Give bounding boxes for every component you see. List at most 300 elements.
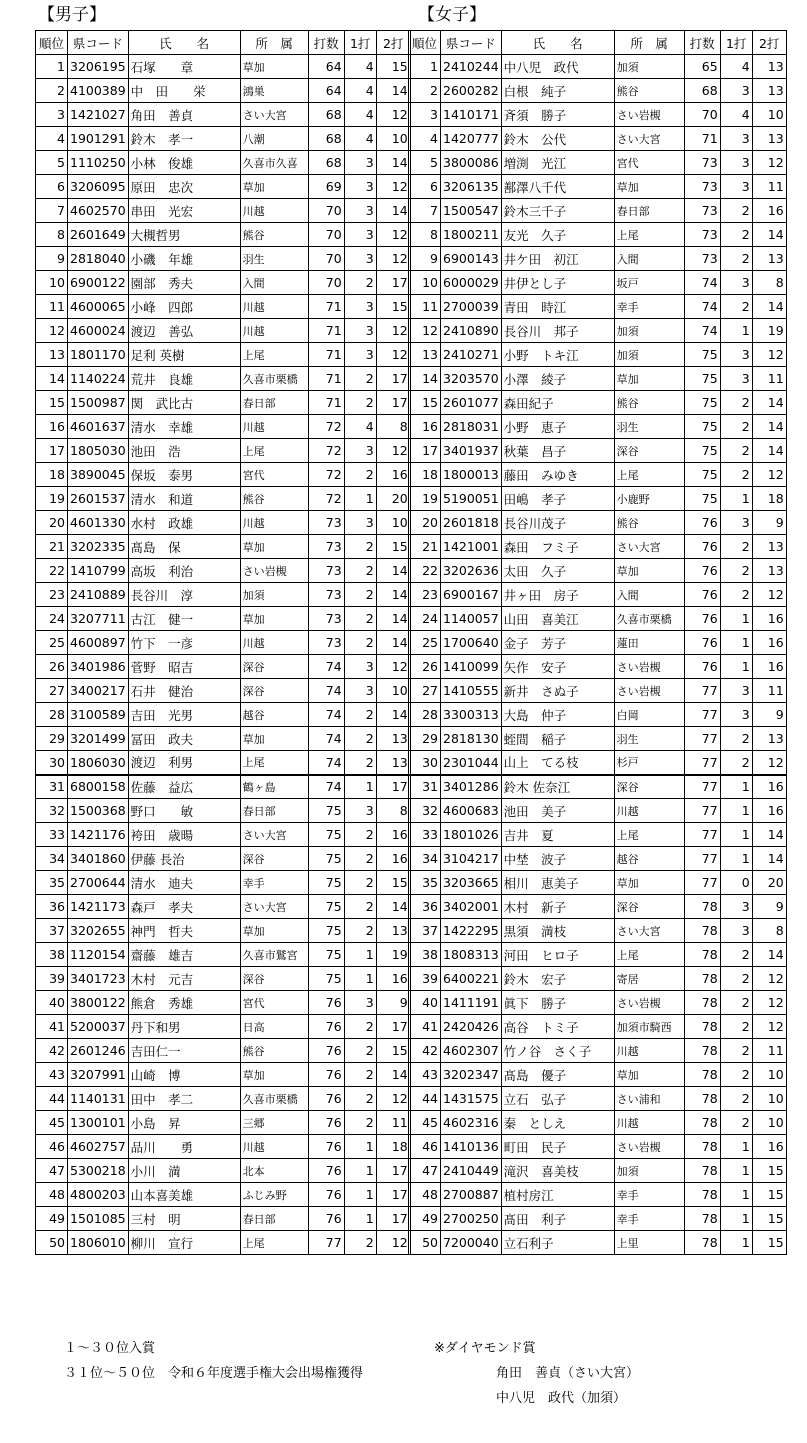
cell-second-shot: 12 — [752, 343, 786, 367]
table-row — [36, 967, 411, 991]
cell-name: 植村房江 — [501, 1183, 614, 1207]
cell-first-shot: 2 — [720, 559, 752, 583]
cell-affiliation: 草加 — [614, 559, 684, 583]
cell-name: 吉田仁一 — [128, 1039, 240, 1063]
cell-rank: 40 — [36, 991, 68, 1015]
cell-score: 68 — [308, 127, 344, 151]
cell-code: 4601330 — [68, 511, 129, 535]
cell-code: 2301044 — [441, 751, 502, 775]
cell-second-shot: 12 — [376, 343, 410, 367]
cell-code: 1500547 — [441, 199, 502, 223]
cell-name: 大島 仲子 — [501, 703, 614, 727]
cell-code: 4601637 — [68, 415, 129, 439]
cell-code: 2818130 — [441, 727, 502, 751]
cell-rank: 23 — [409, 583, 441, 607]
table-row — [36, 175, 411, 199]
cell-name: 長谷川 邦子 — [501, 319, 614, 343]
cell-code: 3401937 — [441, 439, 502, 463]
cell-first-shot: 3 — [720, 367, 752, 391]
table-row — [409, 631, 787, 655]
cell-name: 清水 和道 — [128, 487, 240, 511]
cell-rank: 32 — [36, 799, 68, 823]
cell-code: 4602570 — [68, 199, 129, 223]
cell-code: 1806030 — [68, 751, 129, 775]
cell-name: 石塚 章 — [128, 55, 240, 79]
cell-rank: 8 — [409, 223, 441, 247]
cell-affiliation: 深谷 — [240, 655, 308, 679]
cell-first-shot: 2 — [720, 463, 752, 487]
cell-affiliation: 加須 — [614, 319, 684, 343]
cell-name: 長谷川茂子 — [501, 511, 614, 535]
cell-rank: 21 — [36, 535, 68, 559]
table-row — [36, 631, 411, 655]
cell-name: 山本喜美雄 — [128, 1183, 240, 1207]
cell-name: 中八児 政代 — [501, 55, 614, 79]
cell-score: 75 — [308, 943, 344, 967]
cell-second-shot: 12 — [376, 439, 410, 463]
cell-affiliation: 羽生 — [614, 415, 684, 439]
cell-affiliation: 入間 — [614, 247, 684, 271]
header-name: 氏 名 — [128, 31, 240, 55]
cell-code: 3300313 — [441, 703, 502, 727]
cell-rank: 8 — [36, 223, 68, 247]
cell-first-shot: 1 — [720, 1159, 752, 1183]
cell-code: 3400217 — [68, 679, 129, 703]
cell-affiliation: 入間 — [240, 271, 308, 295]
table-row — [36, 439, 411, 463]
table-row — [36, 1015, 411, 1039]
cell-score: 76 — [308, 1111, 344, 1135]
cell-first-shot: 1 — [344, 967, 376, 991]
table-row — [36, 751, 411, 775]
cell-first-shot: 2 — [344, 367, 376, 391]
header-score: 打数 — [684, 31, 720, 55]
cell-rank: 14 — [36, 367, 68, 391]
cell-rank: 43 — [409, 1063, 441, 1087]
cell-score: 76 — [684, 583, 720, 607]
cell-affiliation: 白岡 — [614, 703, 684, 727]
cell-rank: 26 — [409, 655, 441, 679]
cell-score: 78 — [684, 943, 720, 967]
cell-score: 73 — [684, 199, 720, 223]
cell-code: 2700644 — [68, 871, 129, 895]
table-row — [36, 559, 411, 583]
cell-second-shot: 18 — [752, 487, 786, 511]
cell-first-shot: 2 — [344, 1111, 376, 1135]
table-row — [36, 1183, 411, 1207]
cell-first-shot: 2 — [720, 439, 752, 463]
cell-rank: 4 — [409, 127, 441, 151]
cell-first-shot: 2 — [344, 583, 376, 607]
cell-code: 3207991 — [68, 1063, 129, 1087]
cell-rank: 1 — [36, 55, 68, 79]
cell-code: 1901291 — [68, 127, 129, 151]
cell-first-shot: 1 — [720, 847, 752, 871]
cell-affiliation: 熊谷 — [614, 79, 684, 103]
cell-rank: 21 — [409, 535, 441, 559]
cell-code: 4600897 — [68, 631, 129, 655]
header-first: 1打 — [344, 31, 376, 55]
cell-name: 小澤 綾子 — [501, 367, 614, 391]
cell-name: 斉須 勝子 — [501, 103, 614, 127]
cell-affiliation: 熊谷 — [240, 487, 308, 511]
cell-affiliation: 川越 — [240, 511, 308, 535]
cell-first-shot: 1 — [344, 1135, 376, 1159]
cell-affiliation: さい大宮 — [240, 103, 308, 127]
cell-score: 73 — [308, 607, 344, 631]
cell-score: 77 — [684, 823, 720, 847]
cell-score: 77 — [684, 775, 720, 799]
cell-code: 3402001 — [441, 895, 502, 919]
cell-rank: 50 — [409, 1231, 441, 1255]
cell-first-shot: 2 — [344, 607, 376, 631]
cell-name: 鈴木三千子 — [501, 199, 614, 223]
cell-affiliation: 羽生 — [240, 247, 308, 271]
cell-first-shot: 2 — [344, 919, 376, 943]
cell-code: 4800203 — [68, 1183, 129, 1207]
cell-code: 1801026 — [441, 823, 502, 847]
cell-affiliation: さい岩槻 — [614, 679, 684, 703]
cell-first-shot: 1 — [344, 487, 376, 511]
cell-first-shot: 3 — [344, 247, 376, 271]
cell-code: 1800013 — [441, 463, 502, 487]
cell-code: 1421027 — [68, 103, 129, 127]
cell-code: 1501085 — [68, 1207, 129, 1231]
cell-code: 3206095 — [68, 175, 129, 199]
table-row — [36, 151, 411, 175]
cell-affiliation: 小鹿野 — [614, 487, 684, 511]
cell-first-shot: 3 — [720, 271, 752, 295]
cell-name: 田嶋 孝子 — [501, 487, 614, 511]
cell-score: 76 — [308, 1159, 344, 1183]
cell-rank: 15 — [36, 391, 68, 415]
cell-second-shot: 9 — [752, 511, 786, 535]
cell-name: 小野 恵子 — [501, 415, 614, 439]
cell-rank: 27 — [36, 679, 68, 703]
cell-rank: 33 — [409, 823, 441, 847]
table-row — [409, 223, 787, 247]
cell-second-shot: 18 — [376, 1135, 410, 1159]
table-row — [409, 415, 787, 439]
cell-second-shot: 12 — [376, 1087, 410, 1111]
cell-name: 森田 フミ子 — [501, 535, 614, 559]
cell-code: 2818040 — [68, 247, 129, 271]
cell-rank: 45 — [36, 1111, 68, 1135]
cell-first-shot: 2 — [344, 535, 376, 559]
cell-affiliation: 草加 — [240, 607, 308, 631]
table-row — [36, 871, 411, 895]
cell-name: 高谷 トミ子 — [501, 1015, 614, 1039]
cell-affiliation: 鴻巣 — [240, 79, 308, 103]
cell-code: 1140224 — [68, 367, 129, 391]
cell-first-shot: 1 — [720, 775, 752, 799]
cell-affiliation: 川越 — [614, 1039, 684, 1063]
cell-affiliation: 上尾 — [614, 823, 684, 847]
cell-second-shot: 14 — [376, 631, 410, 655]
cell-second-shot: 14 — [376, 607, 410, 631]
cell-rank: 14 — [409, 367, 441, 391]
cell-name: 吉田 光男 — [128, 703, 240, 727]
cell-score: 70 — [684, 103, 720, 127]
cell-affiliation: さい大宮 — [614, 127, 684, 151]
table-row — [36, 199, 411, 223]
cell-code: 2420426 — [441, 1015, 502, 1039]
cell-first-shot: 0 — [720, 871, 752, 895]
cell-name: 大槻哲男 — [128, 223, 240, 247]
cell-affiliation: 加須 — [614, 1159, 684, 1183]
cell-second-shot: 12 — [376, 175, 410, 199]
cell-code: 3207711 — [68, 607, 129, 631]
cell-first-shot: 4 — [344, 127, 376, 151]
cell-rank: 35 — [409, 871, 441, 895]
cell-name: 吉井 夏 — [501, 823, 614, 847]
table-row — [409, 127, 787, 151]
table-row — [409, 271, 787, 295]
cell-affiliation: 久喜市鷲宮 — [240, 943, 308, 967]
cell-name: 鈴木 宏子 — [501, 967, 614, 991]
cell-first-shot: 2 — [344, 751, 376, 775]
cell-score: 78 — [684, 1111, 720, 1135]
cell-code: 1410099 — [441, 655, 502, 679]
cell-score: 75 — [684, 343, 720, 367]
cell-score: 65 — [684, 55, 720, 79]
cell-first-shot: 4 — [720, 103, 752, 127]
cell-score: 78 — [684, 1231, 720, 1255]
cell-score: 78 — [684, 1039, 720, 1063]
cell-affiliation: 熊谷 — [240, 223, 308, 247]
cell-name: 髙田 利子 — [501, 1207, 614, 1231]
table-row — [36, 607, 411, 631]
cell-rank: 39 — [409, 967, 441, 991]
cell-rank: 32 — [409, 799, 441, 823]
cell-first-shot: 2 — [720, 727, 752, 751]
cell-affiliation: 蓮田 — [614, 631, 684, 655]
cell-affiliation: 川越 — [614, 1111, 684, 1135]
cell-score: 78 — [684, 1183, 720, 1207]
cell-name: 鈴木 孝一 — [128, 127, 240, 151]
table-row — [409, 1135, 787, 1159]
cell-score: 68 — [684, 79, 720, 103]
cell-code: 3890045 — [68, 463, 129, 487]
table-row — [409, 1207, 787, 1231]
cell-rank: 13 — [409, 343, 441, 367]
cell-score: 78 — [684, 1063, 720, 1087]
cell-score: 74 — [684, 319, 720, 343]
cell-score: 76 — [308, 1183, 344, 1207]
table-row — [36, 103, 411, 127]
cell-code: 3203665 — [441, 871, 502, 895]
cell-code: 2601649 — [68, 223, 129, 247]
table-row — [409, 1039, 787, 1063]
cell-score: 76 — [308, 1039, 344, 1063]
cell-second-shot: 15 — [376, 55, 410, 79]
cell-first-shot: 1 — [720, 319, 752, 343]
cell-score: 69 — [308, 175, 344, 199]
cell-code: 4100389 — [68, 79, 129, 103]
cell-score: 76 — [684, 607, 720, 631]
cell-first-shot: 1 — [720, 487, 752, 511]
cell-first-shot: 3 — [344, 175, 376, 199]
cell-first-shot: 2 — [344, 1063, 376, 1087]
cell-rank: 41 — [36, 1015, 68, 1039]
cell-first-shot: 2 — [720, 247, 752, 271]
cell-rank: 18 — [36, 463, 68, 487]
cell-second-shot: 11 — [752, 679, 786, 703]
header-code: 県コード — [441, 31, 502, 55]
cell-second-shot: 14 — [376, 583, 410, 607]
cell-code: 1120154 — [68, 943, 129, 967]
cell-score: 75 — [684, 487, 720, 511]
cell-rank: 5 — [36, 151, 68, 175]
cell-second-shot: 8 — [376, 799, 410, 823]
cell-first-shot: 2 — [720, 751, 752, 775]
cell-first-shot: 2 — [344, 271, 376, 295]
table-row — [409, 775, 787, 799]
cell-name: 保坂 泰男 — [128, 463, 240, 487]
header-name: 氏 名 — [501, 31, 614, 55]
cell-affiliation: 久喜市久喜 — [240, 151, 308, 175]
cell-name: 中 田 栄 — [128, 79, 240, 103]
cell-first-shot: 2 — [720, 199, 752, 223]
cell-affiliation: 草加 — [614, 1063, 684, 1087]
cell-affiliation: 三郷 — [240, 1111, 308, 1135]
cell-second-shot: 14 — [752, 439, 786, 463]
cell-rank: 47 — [409, 1159, 441, 1183]
cell-first-shot: 2 — [720, 1087, 752, 1111]
cell-name: 袴田 歳暘 — [128, 823, 240, 847]
table-row — [36, 1159, 411, 1183]
cell-affiliation: 草加 — [240, 919, 308, 943]
cell-affiliation: 幸手 — [614, 1183, 684, 1207]
cell-first-shot: 3 — [720, 151, 752, 175]
cell-affiliation: 熊谷 — [614, 391, 684, 415]
cell-code: 3206195 — [68, 55, 129, 79]
cell-rank: 16 — [409, 415, 441, 439]
table-row — [409, 511, 787, 535]
cell-second-shot: 14 — [752, 391, 786, 415]
cell-rank: 1 — [409, 55, 441, 79]
cell-code: 1500368 — [68, 799, 129, 823]
cell-affiliation: 深谷 — [614, 439, 684, 463]
table-row — [409, 247, 787, 271]
table-row — [409, 871, 787, 895]
cell-name: 田中 孝二 — [128, 1087, 240, 1111]
table-row — [36, 1207, 411, 1231]
cell-score: 76 — [684, 631, 720, 655]
cell-score: 77 — [684, 703, 720, 727]
cell-code: 1421001 — [441, 535, 502, 559]
cell-code: 1421176 — [68, 823, 129, 847]
cell-first-shot: 3 — [344, 295, 376, 319]
cell-rank: 34 — [409, 847, 441, 871]
cell-second-shot: 15 — [376, 871, 410, 895]
cell-rank: 17 — [36, 439, 68, 463]
cell-rank: 27 — [409, 679, 441, 703]
cell-score: 74 — [684, 295, 720, 319]
cell-name: 角田 善貞 — [128, 103, 240, 127]
cell-affiliation: 羽生 — [614, 727, 684, 751]
cell-rank: 10 — [409, 271, 441, 295]
cell-first-shot: 2 — [344, 1039, 376, 1063]
table-row — [409, 1159, 787, 1183]
cell-score: 74 — [684, 271, 720, 295]
cell-second-shot: 12 — [376, 655, 410, 679]
cell-name: 友光 久子 — [501, 223, 614, 247]
cell-name: 相川 恵美子 — [501, 871, 614, 895]
cell-code: 6400221 — [441, 967, 502, 991]
cell-second-shot: 11 — [376, 1111, 410, 1135]
cell-second-shot: 13 — [752, 559, 786, 583]
table-row — [409, 727, 787, 751]
cell-affiliation: さい大宮 — [240, 895, 308, 919]
cell-rank: 11 — [409, 295, 441, 319]
cell-second-shot: 14 — [376, 895, 410, 919]
header-first: 1打 — [720, 31, 752, 55]
cell-second-shot: 11 — [752, 175, 786, 199]
cell-second-shot: 13 — [376, 751, 410, 775]
cell-rank: 24 — [409, 607, 441, 631]
cell-code: 3202636 — [441, 559, 502, 583]
cell-name: 山上 てる枝 — [501, 751, 614, 775]
cell-score: 76 — [308, 1135, 344, 1159]
cell-second-shot: 10 — [752, 103, 786, 127]
cell-first-shot: 3 — [720, 343, 752, 367]
cell-affiliation: 加須 — [240, 583, 308, 607]
cell-score: 76 — [684, 559, 720, 583]
cell-code: 7200040 — [441, 1231, 502, 1255]
cell-first-shot: 3 — [344, 319, 376, 343]
cell-rank: 46 — [409, 1135, 441, 1159]
cell-code: 6900122 — [68, 271, 129, 295]
cell-code: 3202655 — [68, 919, 129, 943]
cell-code: 2410271 — [441, 343, 502, 367]
cell-score: 78 — [684, 967, 720, 991]
cell-first-shot: 2 — [344, 631, 376, 655]
cell-score: 70 — [308, 199, 344, 223]
cell-second-shot: 14 — [376, 703, 410, 727]
cell-affiliation: 宮代 — [614, 151, 684, 175]
cell-rank: 19 — [409, 487, 441, 511]
cell-code: 1500987 — [68, 391, 129, 415]
cell-rank: 9 — [36, 247, 68, 271]
table-row — [36, 991, 411, 1015]
cell-name: 秋葉 昌子 — [501, 439, 614, 463]
cell-affiliation: 加須 — [614, 55, 684, 79]
cell-affiliation: 川越 — [240, 319, 308, 343]
cell-score: 71 — [308, 319, 344, 343]
cell-name: 竹ノ谷 さく子 — [501, 1039, 614, 1063]
cell-code: 2601077 — [441, 391, 502, 415]
cell-second-shot: 20 — [376, 487, 410, 511]
table-row — [36, 415, 411, 439]
cell-rank: 3 — [36, 103, 68, 127]
cell-score: 74 — [308, 703, 344, 727]
cell-score: 77 — [308, 1231, 344, 1255]
cell-rank: 9 — [409, 247, 441, 271]
cell-name: 金子 芳子 — [501, 631, 614, 655]
cell-first-shot: 3 — [720, 175, 752, 199]
table-row — [36, 703, 411, 727]
cell-first-shot: 1 — [720, 655, 752, 679]
cell-affiliation: 深谷 — [240, 679, 308, 703]
table-row — [36, 727, 411, 751]
cell-rank: 24 — [36, 607, 68, 631]
cell-code: 4600683 — [441, 799, 502, 823]
women-section-title: 【女子】 — [418, 5, 486, 25]
cell-second-shot: 13 — [752, 535, 786, 559]
cell-code: 1300101 — [68, 1111, 129, 1135]
cell-first-shot: 2 — [344, 727, 376, 751]
